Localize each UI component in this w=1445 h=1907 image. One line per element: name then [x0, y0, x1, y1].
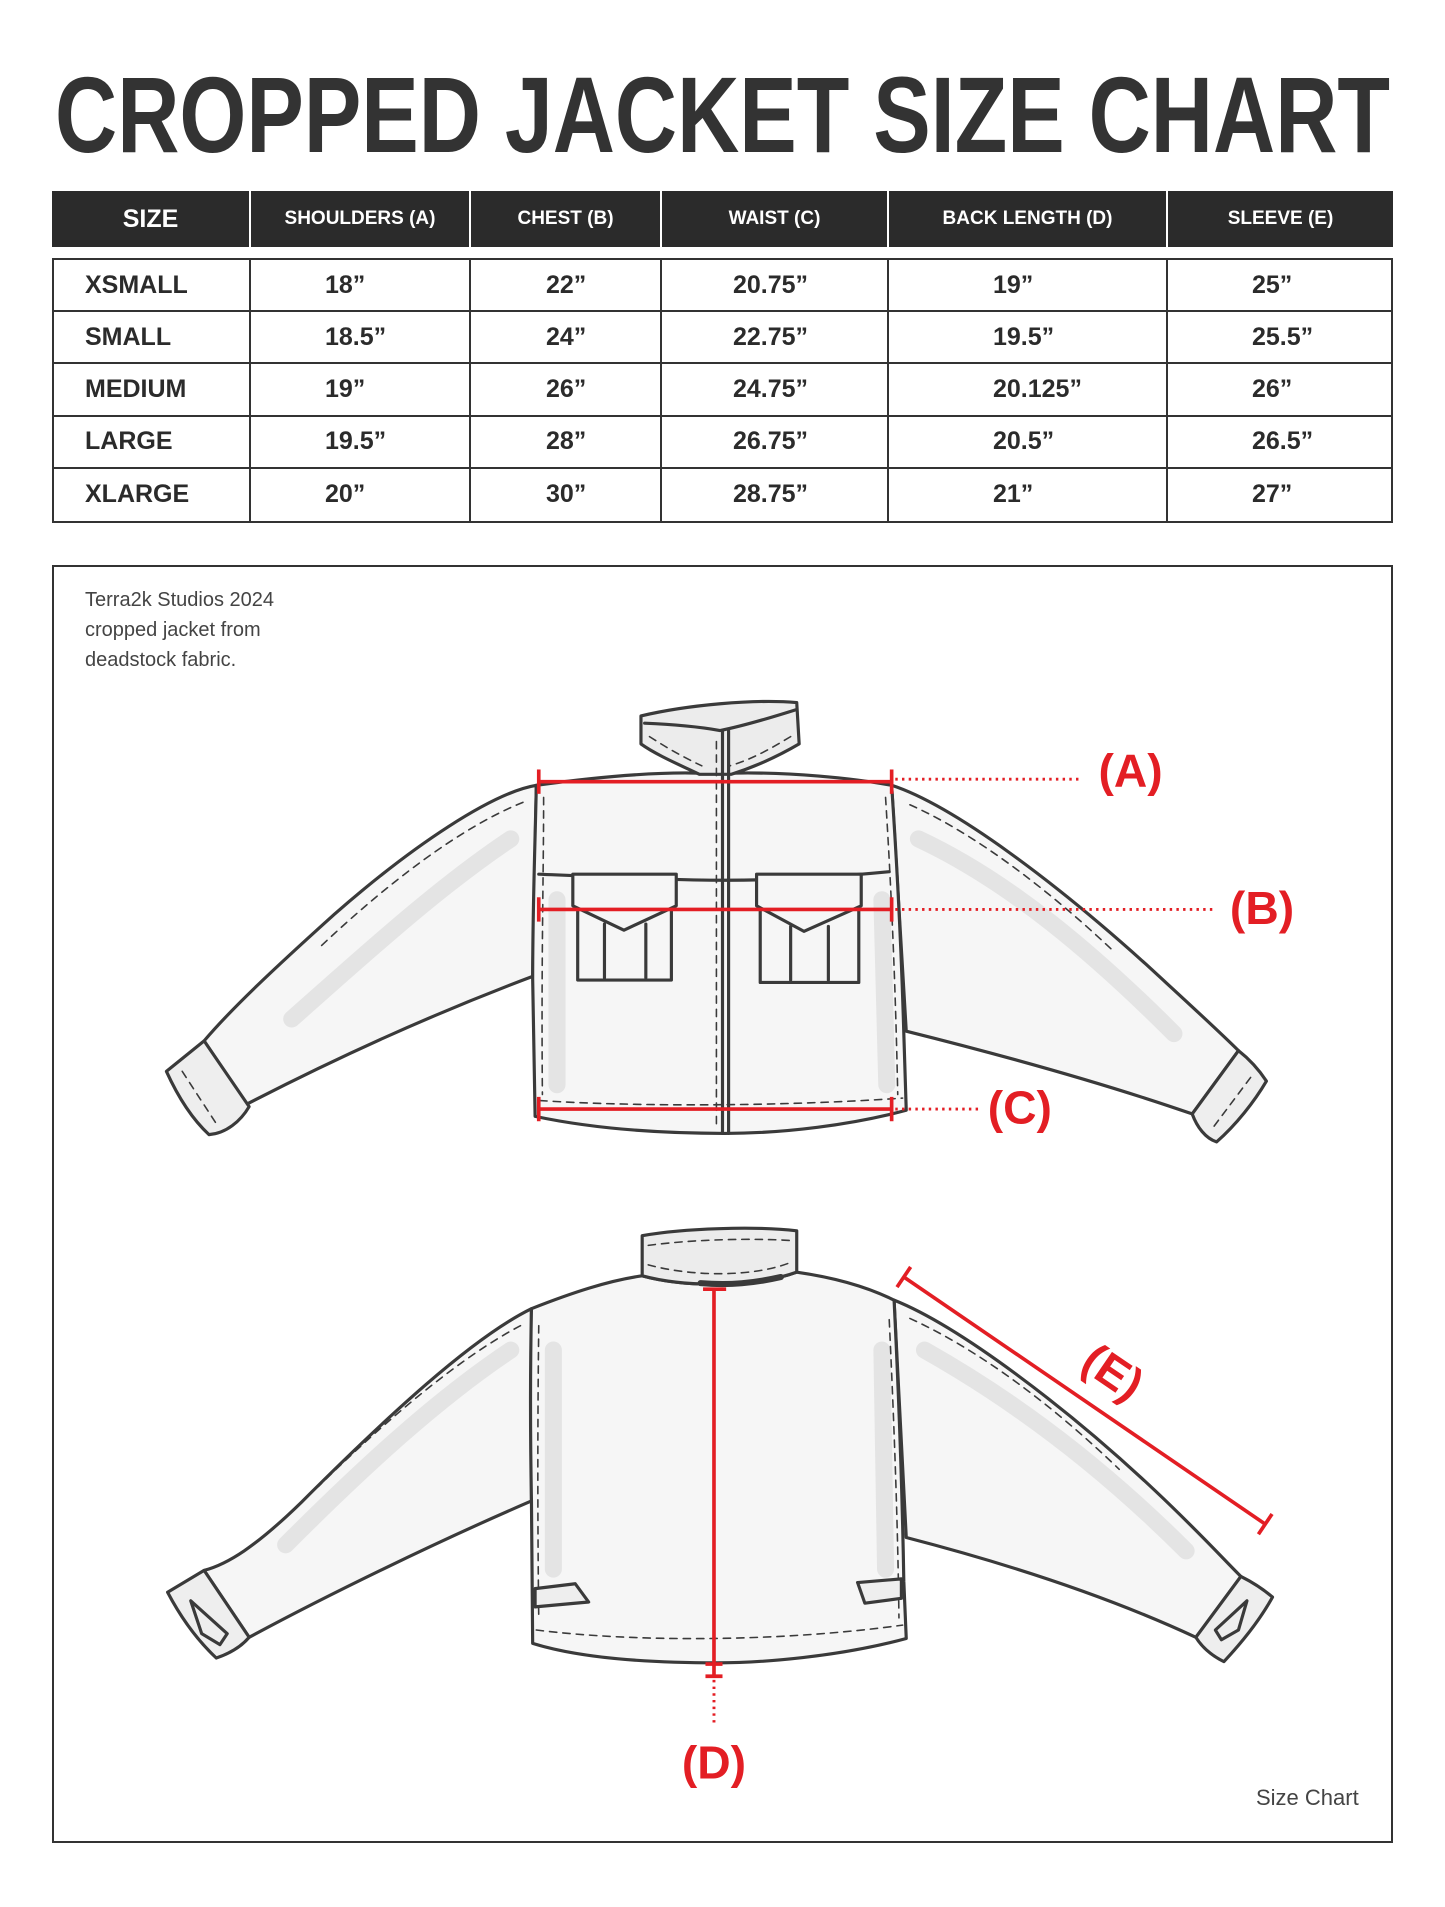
title-area: [0, 0, 1445, 175]
size-cell: LARGE: [54, 417, 251, 469]
label-a: (A): [1098, 744, 1163, 797]
label-e: (E): [1073, 1332, 1154, 1411]
size-cell: XSMALL: [54, 260, 251, 312]
front-body-right-shading: [882, 900, 887, 1085]
back-jacket: [168, 1228, 1273, 1663]
waist-cell: 20.75”: [662, 260, 889, 312]
header-sleeve: SLEEVE (E): [1227, 208, 1334, 229]
sleeve-cell: 25”: [1168, 260, 1391, 312]
size-cell: XLARGE: [54, 469, 251, 521]
back-length-cell: 20.5”: [889, 417, 1168, 469]
sleeve-cell: 26”: [1168, 364, 1391, 416]
size-cell: MEDIUM: [54, 364, 251, 416]
back-body-right-shading: [882, 1350, 886, 1569]
table-header: [52, 191, 1393, 247]
chest-cell: 22”: [471, 260, 662, 312]
sleeve-cell: 26.5”: [1168, 417, 1391, 469]
note-line: Terra2k Studios 2024: [85, 589, 275, 611]
measure-tick-e-end: [1258, 1514, 1272, 1534]
size-table: [52, 258, 1393, 523]
back-length-cell: 20.125”: [889, 364, 1168, 416]
header-shoulders: SHOULDERS (A): [251, 191, 471, 247]
header-waist: WAIST (C): [662, 191, 889, 247]
back-body: [531, 1272, 907, 1663]
size-cell: SMALL: [54, 312, 251, 364]
shoulders-cell: 20”: [251, 469, 471, 521]
jacket-diagram: [52, 565, 1393, 1843]
shoulders-cell: 18.5”: [251, 312, 471, 364]
header-chest: CHEST (B): [471, 191, 662, 247]
back-length-cell: 21”: [889, 469, 1168, 521]
sleeve-cell: 27”: [1252, 480, 1293, 509]
measure-tick-e-start: [897, 1267, 911, 1287]
header-back-length: BACK LENGTH (D): [889, 191, 1168, 247]
chest-cell: 26”: [471, 364, 662, 416]
chest-cell: 28”: [471, 417, 662, 469]
shoulders-cell: 19.5”: [251, 417, 471, 469]
shoulders-cell: 18”: [251, 260, 471, 312]
label-c: (C): [987, 1081, 1052, 1134]
page-title: CROPPED JACKET SIZE CHART: [55, 54, 1390, 175]
waist-cell: 28.75”: [662, 469, 889, 521]
header-size: SIZE: [52, 191, 251, 247]
shoulders-cell: 19”: [251, 364, 471, 416]
back-length-cell: 19.5”: [889, 312, 1168, 364]
back-right-sleeve: [894, 1300, 1241, 1637]
note-line: cropped jacket from: [85, 619, 261, 641]
waist-cell: 24.75”: [662, 364, 889, 416]
label-b: (B): [1229, 882, 1295, 935]
label-d: (D): [681, 1736, 747, 1789]
chest-cell: 24”: [471, 312, 662, 364]
waist-cell: 22.75”: [662, 312, 889, 364]
front-collar: [641, 701, 799, 774]
back-right-side-tab: [858, 1579, 902, 1603]
back-length-cell: 19”: [889, 260, 1168, 312]
note-line: deadstock fabric.: [85, 649, 237, 671]
sleeve-cell: 25.5”: [1168, 312, 1391, 364]
footer-caption: Size Chart: [1256, 1785, 1359, 1810]
front-right-sleeve: [892, 785, 1239, 1114]
waist-cell: 26.75”: [662, 417, 889, 469]
chest-cell: 30”: [471, 469, 662, 521]
